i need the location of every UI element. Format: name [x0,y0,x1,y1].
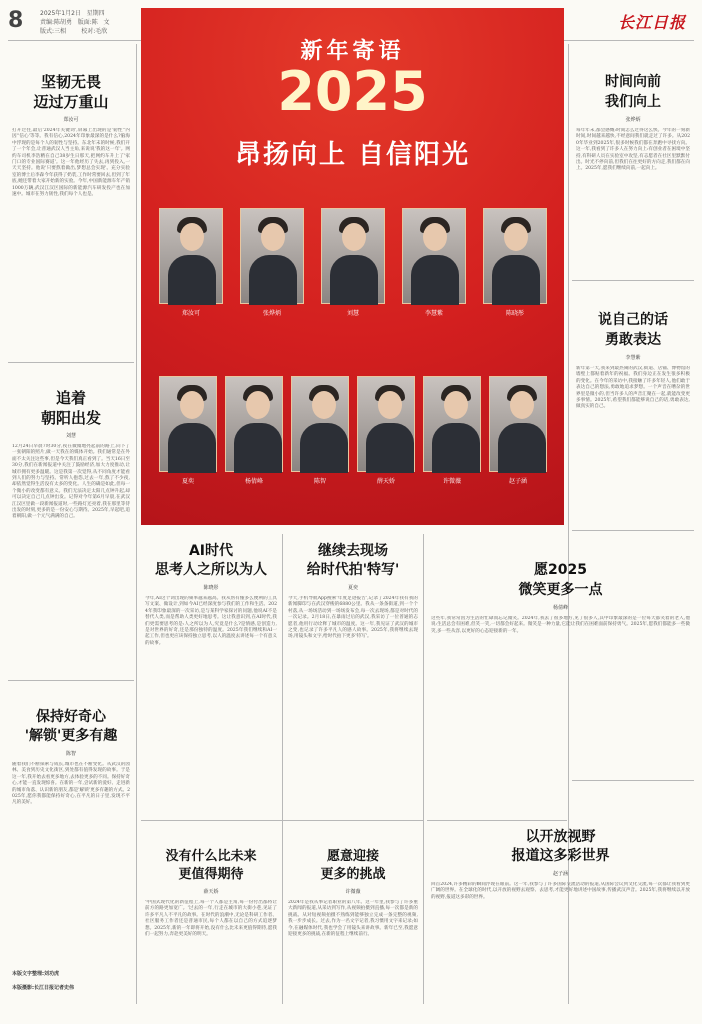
article-title: 以开放视野 报道这多彩世界 [511,829,610,864]
article-author: 赵子涵 [552,871,568,877]
article-title: 时间向前 我们向上 [605,74,661,110]
portrait-name: 许微薇 [442,478,461,485]
portrait-photo [159,208,223,304]
portrait-name: 杨倩峰 [244,478,263,485]
section-rule [572,780,694,781]
article-title: 继续去现场 给时代拍'特写' [306,543,400,578]
date-line: 2025年1月2日 星期四 [40,10,105,17]
portrait-name: 刘慧 [346,310,359,317]
article-author: 刘慧 [65,433,76,439]
portrait-name: 李慧紫 [424,310,443,317]
column-rule [282,534,283,1004]
portrait-photo [483,208,547,304]
article-title: 坚韧无畏 迈过万重山 [33,73,109,111]
article-body: 每年年末,都会感慨:时间怎么过得这么快。今年的一刻新时间,时间越来越快,不经意间我们就走过了许多。从2020年毕业到2025年,很多时候我们都在奔跑中寻找方向。这一年,我看到了许多人在努力向上:有创业者在困境中坚持,有科研人员在实验室中攻坚,有志愿者在社区里默默付出。时光不停向前,但我们在往更好的方向走,我们都在向上。2025年,愿我们继续向前,一起向上。 [576,128,690,172]
article-title: 追着 朝阳出发 [40,389,101,427]
article-body: 今年,AI这个词出现的频率越来越高。我从帮有懂多么便利的工具写文案、做设计,到如今AI已经深度参与我们的工作和生活。2024年我印象最深的一次采访,是与某科学家探讨的问题,他说AI不是替代人类,而是帮助人类更好地思考。这让我意识到,在AI时代,我们更需要思考的是:人之所以为人,究竟是什么?是情感,是创造力,是对世界的好奇,还是那份独特的温度。2025年我们继续和AI一起工作,但也更应该保持独立思考,以人的温度去讲述每一个有意义的故事。 [145,596,277,646]
portrait-photo [225,376,283,472]
portrait-name: 张烨炳 [262,310,281,317]
article-title: 没有什么比未来 更值得期待 [165,849,257,882]
feature-banner [141,8,564,525]
portrait-name: 陈智 [313,478,326,485]
article-title: 愿意迎接 更多的挑战 [320,849,386,882]
column-rule [136,44,137,1004]
portrait-photo [423,376,481,472]
editor-line: 责编:陈胡勇 版面:陈 文 [40,19,110,26]
article-body: 新年第一天,我来到最热闹的武汉,街道、店铺、博物馆的墙壁上都贴着新年的祝福。我们身边正在发生很多积极的变化。在今年的采访中,我接触了许多年轻人,他们敢于表达自己的想法,勇敢地追求梦想。一个声音在嘈杂的世界里是微小的,但当许多人的声音汇聚在一起,就能改变更多事情。2025年,希望我们都能够说自己的话,勇敢表达,做真实的自己。 [576,366,690,410]
portrait-name: 薛天娇 [376,478,395,485]
article-body: 随着我们不断探索与成长,城市也在不断变化。从武汉的园林、美食到历史文化街区,到处都有值得发现的故事。于是这一年,我开始去看更多地方,去体验更多的不同。保持好奇心,才能一直发现惊喜。在新的一年,尝试新的爱好、走进新的城市角落、认识新的朋友,都是'解锁'更多有趣的方式。2025年,愿你我都能保持好奇心,在平凡的日子里,发现不平凡的美好。 [12,762,130,806]
section-rule [572,280,694,281]
article-body: 这些年,我常常因为生活的忙碌而忘记微笑。2024年,我去了很多地方,见了很多人,其中印象最深的是一位每天都笑着的老人,他说:生活总会有困难,但笑一笑,一切都会好起来。微笑是一种力量,它能让我们在困难面前保持勇气。2025年,愿我们都能多一些微笑,多一些从容,以更好的心态迎接新的一年。 [431,616,690,634]
editor-credit: 本版文字整理:刘功虎 [12,971,60,977]
article-body: 12月24日早晨7时30分,夜在微微地亮起前的路上,向下了一张朝阳的照片,做一天我在的媒体开始。我们通常是在外面不太关注这些事,但是今天我们真正看到了。当天16日至30分,我们在新闻报道中关注了鼓励经济,加大力度推动,让城市拥有更多温暖。这是我第一次觉得,从不同角度才能看到人们的努力与坚持。常听人抱怨,过去一年,熬了不少夜,却依然觉得生活没有太多的变化。人生的确是如此,但每一个微小的改变都有意义。我们无法决定太阳几点钟升起,却可以决定自己几点钟出发。记得对今年第6月早晨,在武汉江汉区里做一段新闻报道时,一些路灯还亮着,我在那里等待出发的时刻,更多的是一份安心与期待。2025年,早起吧,追着朝阳,做一个元气满满的自己。 [12,444,130,520]
layout-line: 版式:三相 校对:毛欣 [40,28,108,35]
article-author: 陈智 [65,751,76,757]
newspaper-logo: 长江日报 [617,13,686,32]
section-rule [8,680,134,681]
portrait-name: 郑汝可 [181,310,200,317]
article-author: 李慧紫 [625,355,641,361]
article-author: 张烨炳 [625,117,641,123]
article-title: 保持好奇心 '解锁'更多有趣 [24,709,118,744]
portrait-photo [240,208,304,304]
article-body: 打开过往,最后'2024年关键词',屏幕上出现的是'韧性''内因''信心'等等。我有信心,2024年印象最深的是什么?脑海中浮现的是每个人的韧性与坚持。东北年末的时候,我们开了一个年会,让普通武汉人当主角,来说说'我的这一年'。网约车司机李浩精在自己38岁生日那天,把网约车升上了'家门口的专业国际赛道'。这一年他经历了失去,再到投入,一天天坚持。他说'只要熬着做出,梦想总会实现'。充分实验室的博士后李森今年获得了奶装,工作时常要回去,但到了年底,她还带着大家开始新的实验。今年,中国新能源车年产销1000万辆,武汉江汉区国际的新能源汽车研发投产也在加速中。城市在努力韧性,我们每个人也是。 [12,128,130,198]
portrait-name: 夏奕 [181,478,194,485]
photo-credit: 本版摄影:长江日报记者史伟 [12,985,75,991]
banner-subtitle: 新年寄语 [300,39,405,64]
portrait-name: 赵子涵 [508,478,527,485]
article-title: AI时代 思考人之所以为人 [155,543,267,578]
article-body: 今天,手机导航App搜索'年度足迹报告',记录了2024年我有我的新闻脚印与在武汉穿梭的6880公里。我从一条条街道,到一个个村落,从一场场活动到一场场发布会,每一次去现场,都是对时代的一次记录。2月18日,在暴雨过后的武汉,我采访了一位普通的志愿者,他用行动诠释了城市的温度。这一年,我见证了武汉的城市之变,也记录了许多平凡人的感人故事。2025年,我将继续去现场,用镜头和文字,给时代拍下更多'特写'。 [288,596,418,640]
portrait-photo [159,376,217,472]
portrait-photo [357,376,415,472]
article-author: 郑汝可 [63,117,79,123]
portrait-photo [321,208,385,304]
section-rule [8,362,134,363]
article-body: 回首2024,许多精彩的瞬间浮现在眼前。这一年,我参与了许多国际交流活动的报道,从国际会议到文化交流,每一次都让我看到更广阔的世界。在全球化的时代,以开放的视野去观察、去思考,才能更好地讲述中国故事,传播武汉声音。2025年,我将继续以开放的视野,报道这多彩的世界。 [431,882,690,900]
portrait-photo [402,208,466,304]
page-number: 8 [8,8,24,33]
section-rule [141,820,423,821]
article-body: 2024年是我从事记者职业的第八年。这一年里,我参与了许多重大新闻的报道,从采访到写作,从视频拍摄到直播,每一次都是新的挑战。从对短视频拍摄不熟练到能够独立完成一条完整的视频,我一步步成长。过去,作为一名文字记者,我习惯用文字来记录;如今,在融媒体时代,我也学会了用镜头来讲故事。新年已至,我愿意迎接更多的挑战,在新的征程上继续前行。 [288,900,418,938]
article-author: 夏奕 [347,585,358,591]
article-author: 薛天娇 [203,889,219,895]
banner-year: 2025 [277,60,428,123]
article-body: '中国式现代化的新征程上,每一个人都是主角,每一份付出都将让前方的路更加宽广。'过去的一年,行走在城市的大街小巷,见证了许多平凡人不平凡的故事。在时代的浪潮中,无论是科研工作者、社区服务工作者还是普通市民,每个人都在以自己的方式追逐梦想。2025年,新的一年即将开始,没有什么比未来更值得期待,愿我们一起努力,奔赴更美好的明天。 [145,900,277,938]
article-title: 说自己的话 勇敢表达 [598,312,668,348]
banner-title: 昂扬向上 自信阳光 [234,140,471,170]
section-rule [572,530,694,531]
portrait-name: 陈晓彤 [505,310,524,317]
portrait-photo [489,376,547,472]
article-author: 陈晓彤 [203,585,219,591]
article-author: 杨倩峰 [552,605,568,611]
portrait-photo [291,376,349,472]
article-author: 许微薇 [345,889,361,895]
column-rule [423,534,424,1004]
article-title: 愿2025 微笑更多一点 [518,562,603,598]
section-rule [427,820,567,821]
